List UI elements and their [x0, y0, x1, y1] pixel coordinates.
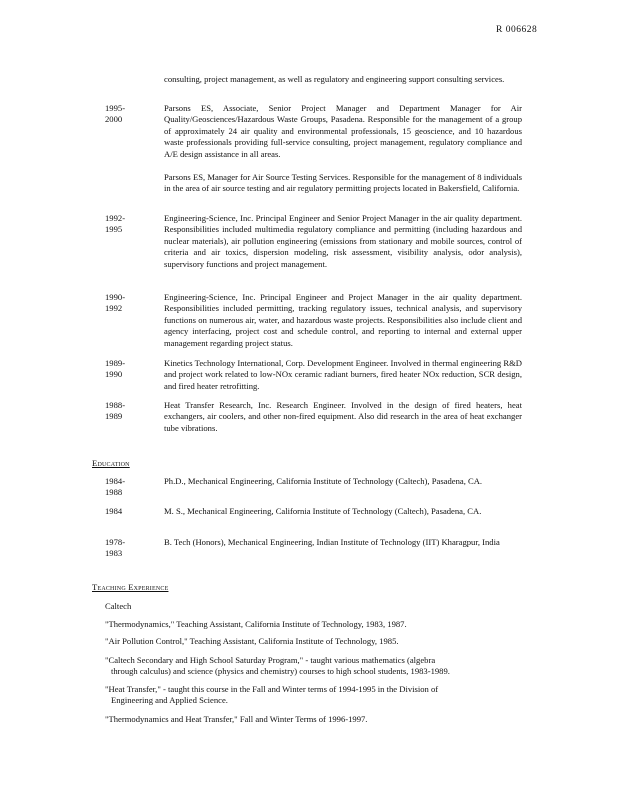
teaching-entry	[105, 636, 525, 647]
experience-text: Engineering-Science, Inc. Principal Engineer and Senior Project Manager in the air quality department. Responsibilities included multimedia regulatory compliance and permitting (including hazardous and nuclear materials), air pollution engineering (emissions from stationary and mobile sources, control of criteria and air toxics, dispersion modeling, risk assessment, visibility analysis, odor analysis), supervisory functions and project management.	[164, 213, 522, 269]
teaching-entry	[105, 714, 525, 725]
teaching-text: "Thermodynamics," Teaching Assistant, California Institute of Technology, 1983, 1987.	[105, 619, 407, 629]
education-heading: Education	[92, 458, 130, 468]
education-text: Ph.D., Mechanical Engineering, California Institute of Technology (Caltech), Pasadena, CA.	[164, 476, 483, 486]
experience-years: 1995-2000	[105, 103, 126, 125]
experience-text: Heat Transfer Research, Inc. Research Engineer. Involved in the design of fired heaters, heat exchangers, air coolers, and other non-fired equipment. Also did research in the area of heat exchanger tube vibrations.	[164, 400, 522, 433]
education-years: 1978-1983	[105, 537, 126, 559]
page-id: R 006628	[496, 25, 538, 35]
education-years: 1984-1988	[105, 476, 126, 498]
teaching-entry	[105, 619, 525, 630]
experience-years: 1989-1990	[105, 358, 126, 380]
teaching-text: "Air Pollution Control," Teaching Assistant, California Institute of Technology, 1985.	[105, 636, 399, 646]
teaching-text: "Heat Transfer," - taught this course in the Fall and Winter terms of 1994-1995 in the Division of	[105, 684, 439, 694]
experience-years: 1990-1992	[105, 292, 126, 314]
teaching-heading: Teaching Experience	[92, 582, 169, 592]
experience-years: 1992-1995	[105, 213, 126, 235]
experience-years: 1988-1989	[105, 400, 126, 422]
teaching-text: "Thermodynamics and Heat Transfer," Fall and Winter Terms of 1996-1997.	[105, 714, 368, 724]
experience-text: Kinetics Technology International, Corp. Development Engineer. Involved in thermal engineering R&D and project work related to low-NOx ceramic radiant burners, fired heater NOx reduction, SCR design, and fired heater retrofitting.	[164, 358, 522, 391]
teaching-institution: Caltech	[105, 601, 132, 611]
education-text: B. Tech (Honors), Mechanical Engineering, Indian Institute of Technology (IIT) Kharagpur, India	[164, 537, 500, 547]
experience-text: Engineering-Science, Inc. Principal Engineer and Project Manager in the air quality department. Responsibilities included permitting, tracking regulatory issues, technical analysis, and supervisory functions on numerous air, water, and hazardous waste projects. Responsibilities also include client and agency interfacing, project cost and schedule control, and reporting to internal and external upper management regarding project status.	[164, 292, 522, 348]
experience-text: Parsons ES, Manager for Air Source Testing Services. Responsible for the management of 8 individuals in the area of air source testing and air regulatory permitting projects located in Bakersfield, California.	[164, 172, 522, 194]
teaching-text-continued: through calculus) and science (physics and chemistry) courses to high school students, 1983-1989.	[111, 666, 450, 677]
experience-intro: consulting, project management, as well as regulatory and engineering support consulting services.	[164, 74, 505, 84]
experience-text: Parsons ES, Associate, Senior Project Manager and Department Manager for Air Quality/Geosciences/Hazardous Waste Groups, Pasadena. Responsible for the management of a group of approximately 24 air quality and environmental professionals, 15 geoscience, and 10 hazardous waste professionals providing full-service consulting, project management, regulatory compliance and A/E design assistance in all areas.	[164, 103, 522, 159]
teaching-text-continued: Engineering and Applied Science.	[111, 695, 228, 706]
teaching-text: "Caltech Secondary and High School Saturday Program," - taught various mathematics (algebra	[105, 655, 436, 665]
education-years: 1984	[105, 506, 123, 516]
teaching-entry	[105, 684, 525, 707]
education-text: M. S., Mechanical Engineering, California Institute of Technology (Caltech), Pasadena, CA.	[164, 506, 482, 516]
teaching-entry	[105, 655, 525, 678]
